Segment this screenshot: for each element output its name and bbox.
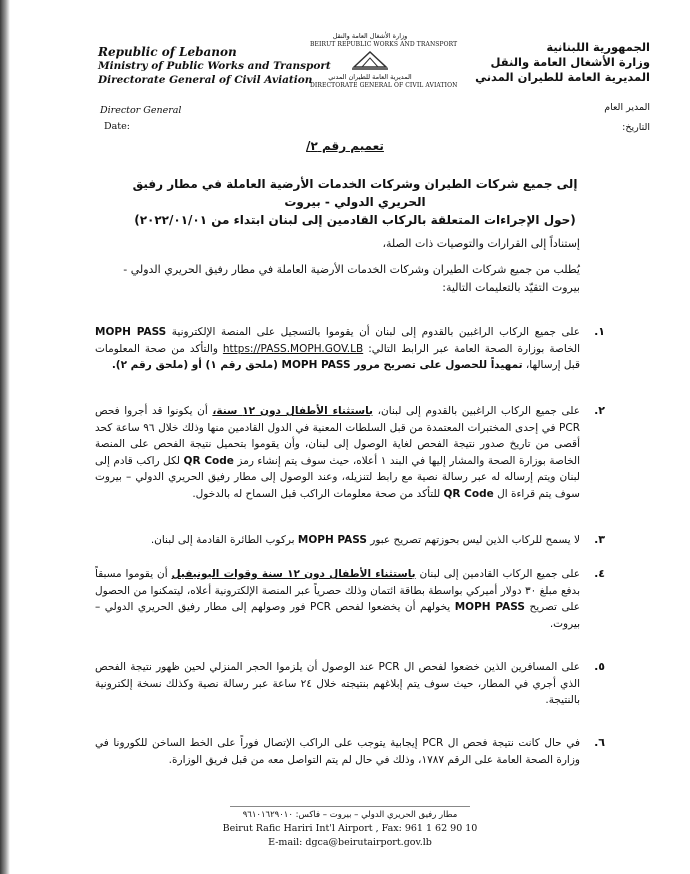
date-label-en: Date: — [104, 121, 130, 132]
circular-number: تعميم رقم ٢/ — [306, 139, 384, 153]
item-emphasis: باستثناء الأطفال دون ١٢ سنة وقوات اليونيفيل — [171, 568, 416, 580]
item-text: أن يقوموا مسبقاً بدفع مبلغ ٣٠ دولار أميركي بواسطة بطاقة ائتمان وذلك حصرياً عبر المنصة الإلكترونية أعلاه، ليتمكنوا من الحصول على تصريح — [95, 568, 580, 613]
letterhead-english — [98, 45, 331, 87]
title-line-2: (حول الإجراءات المتعلقة بالركاب القادمين إلى لبنان ابتداء من ٢٠٢٢/٠١/٠١) — [134, 213, 576, 227]
footer — [200, 808, 500, 850]
registration-link: https://PASS.MOPH.GOV.LB — [222, 342, 364, 355]
intro-request: يُطلب من جميع شركات الطيران وشركات الخدمات الأرضية العاملة في مطار رفيق الحريري الدولي - بيروت التقيّد بالتعليمات التالية: — [123, 263, 580, 294]
item-text: على جميع الركاب الراغبين بالقدوم إلى لبنان، — [373, 405, 581, 417]
item-text: للتأكد من صحة معلومات الراكب قبل السماح له بالدخول. — [192, 487, 444, 500]
item-emphasis: MOPH PASS — [297, 534, 367, 546]
item-text: لكل راكب قادم إلى لبنان ويتم إرساله له عبر رسالة نصية مع رابط لتنزيله، وعند الوصول إلى مطار رفيق الحريري الدولي – بيروت سوف يتم قراءة ال — [95, 454, 580, 500]
item-text: بركوب الطائرة القادمة إلى لبنان. — [150, 534, 298, 546]
director-label-en: Director General — [100, 105, 182, 116]
document-title — [130, 175, 580, 229]
title-line-1: إلى جميع شركات الطيران وشركات الخدمات الأرضية العاملة في مطار رفيق الحريري الدولي - بيروت — [132, 177, 578, 209]
logo-top-en: BEIRUT REPUBLIC WORKS AND TRANSPORT — [310, 41, 458, 48]
country-name-ar: الجمهورية اللبنانية — [546, 40, 650, 54]
item-number: ٤. — [594, 567, 605, 580]
item-text: في حال كانت نتيجة فحص ال PCR إيجابية يتوجب على الراكب الإتصال فوراً على الخط الساخن للكورونا في وزارة الصحة العامة على الرقم ١٧٨٧، وذلك في حال لم يتم التواصل معه من قبل فريق الوزارة. — [95, 737, 580, 766]
director-label-ar: المدير العام — [604, 102, 650, 113]
directorate-name-ar: المديرية العامة للطيران المدني — [475, 70, 650, 84]
footer-divider — [230, 806, 470, 807]
ministry-name-en: Ministry of Public Works and Transport — [98, 60, 331, 72]
instruction-item — [95, 532, 605, 549]
item-text: على جميع الركاب الراغبين بالقدوم إلى لبنان أن يقوموا بالتسجيل على المنصة الإلكترونية — [166, 326, 580, 338]
item-emphasis: تمهيداً للحصول على تصريح مرور MOPH PASS (ملحق رقم ١) أو (ملحق رقم ٢). — [111, 359, 523, 371]
date-label-ar: التاريخ: — [622, 122, 650, 133]
instruction-item — [95, 566, 605, 632]
item-text: لا يسمح للركاب الذين ليس بحوزتهم تصريح عبور — [366, 534, 580, 546]
item-number: ٥. — [594, 660, 605, 673]
ministry-name-ar: وزارة الأشغال العامة والنقل — [490, 55, 650, 69]
item-text: على جميع الركاب القادمين إلى لبنان — [415, 568, 581, 580]
scan-edge-shadow — [0, 0, 10, 874]
item-number: ٣. — [594, 533, 605, 546]
item-text: يخولهم أن يخضعوا لفحص PCR فور وصولهم إلى مطار رفيق الحريري الدولي – بيروت. — [95, 601, 580, 630]
item-number: ٢. — [594, 404, 605, 417]
footer-address-ar: مطار رفيق الحريري الدولي – بيروت – فاكس: ٩٦١٠١٦٢٩٠١٠ — [242, 810, 458, 820]
letterhead-arabic — [450, 40, 650, 85]
item-emphasis: MOPH PASS — [454, 601, 525, 613]
instruction-item — [95, 659, 605, 709]
footer-address-en: Beirut Rafic Hariri Int'l Airport , Fax: 961 1 62 90 10 — [222, 823, 478, 834]
logo-top-ar: وزارة الأشغال العامة والنقل — [332, 32, 408, 40]
country-name-en: Republic of Lebanon — [98, 45, 237, 59]
item-number: ١. — [594, 325, 605, 338]
instruction-item — [95, 403, 605, 502]
emblem-icon — [352, 49, 388, 71]
meta-english — [100, 103, 181, 135]
item-text: والتأكد من صحة المعلومات قبل إرسالها، — [95, 342, 580, 371]
item-emphasis: باستثناء الأطفال دون ١٢ سنة، — [212, 405, 373, 417]
directorate-name-en: Directorate General of Civil Aviation — [98, 74, 313, 86]
logo-bottom-en: DIRECTORATE GENERAL OF CIVIL AVIATION — [310, 82, 458, 89]
item-emphasis: MOPH PASS — [95, 326, 167, 338]
instruction-item — [95, 324, 605, 374]
item-text: الخاصة بوزارة الصحة العامة عبر الرابط التالي: — [363, 342, 580, 355]
intro-reference: إستناداً إلى القرارات والتوصيات ذات الصلة، — [382, 237, 580, 250]
item-text: أن يكونوا قد أجروا فحص PCR في إحدى المختبرات المعتمدة من قبل السلطات المعنية في الدول القادمين منها وذلك خلال ٩٦ ساعة كحد أقصى من تاريخ صدور نتيجة الفحص لغاية الوصول إلى لبنان، وأن يقوموا بتحميل نتيجة الفحص على المنصة الخاصة بوزارة الصحة والمشار إليها في البند ١ أعلاه، حيث سوف يتم إنشاء رمز — [95, 405, 580, 467]
ministry-logo — [310, 32, 458, 90]
item-emphasis: QR Code — [183, 454, 234, 467]
footer-email: E-mail: dgca@beirutairport.gov.lb — [268, 837, 432, 848]
item-emphasis: QR Code — [443, 487, 494, 500]
logo-bottom-ar: المديرية العامة للطيران المدني — [328, 73, 412, 81]
item-text: على المسافرين الذين خضعوا لفحص ال PCR عند الوصول أن يلزموا الحجر المنزلي لحين ظهور نتيجة الفحص الذي أجري في المطار، حيث سوف يتم إبلاغهم بنتيجته خلال ٢٤ ساعة عبر رسالة نصية وكذلك نسخة إلكترونية بالنتيجة. — [95, 661, 581, 706]
instruction-item — [95, 735, 605, 768]
item-number: ٦. — [594, 736, 605, 749]
meta-arabic — [604, 98, 650, 138]
